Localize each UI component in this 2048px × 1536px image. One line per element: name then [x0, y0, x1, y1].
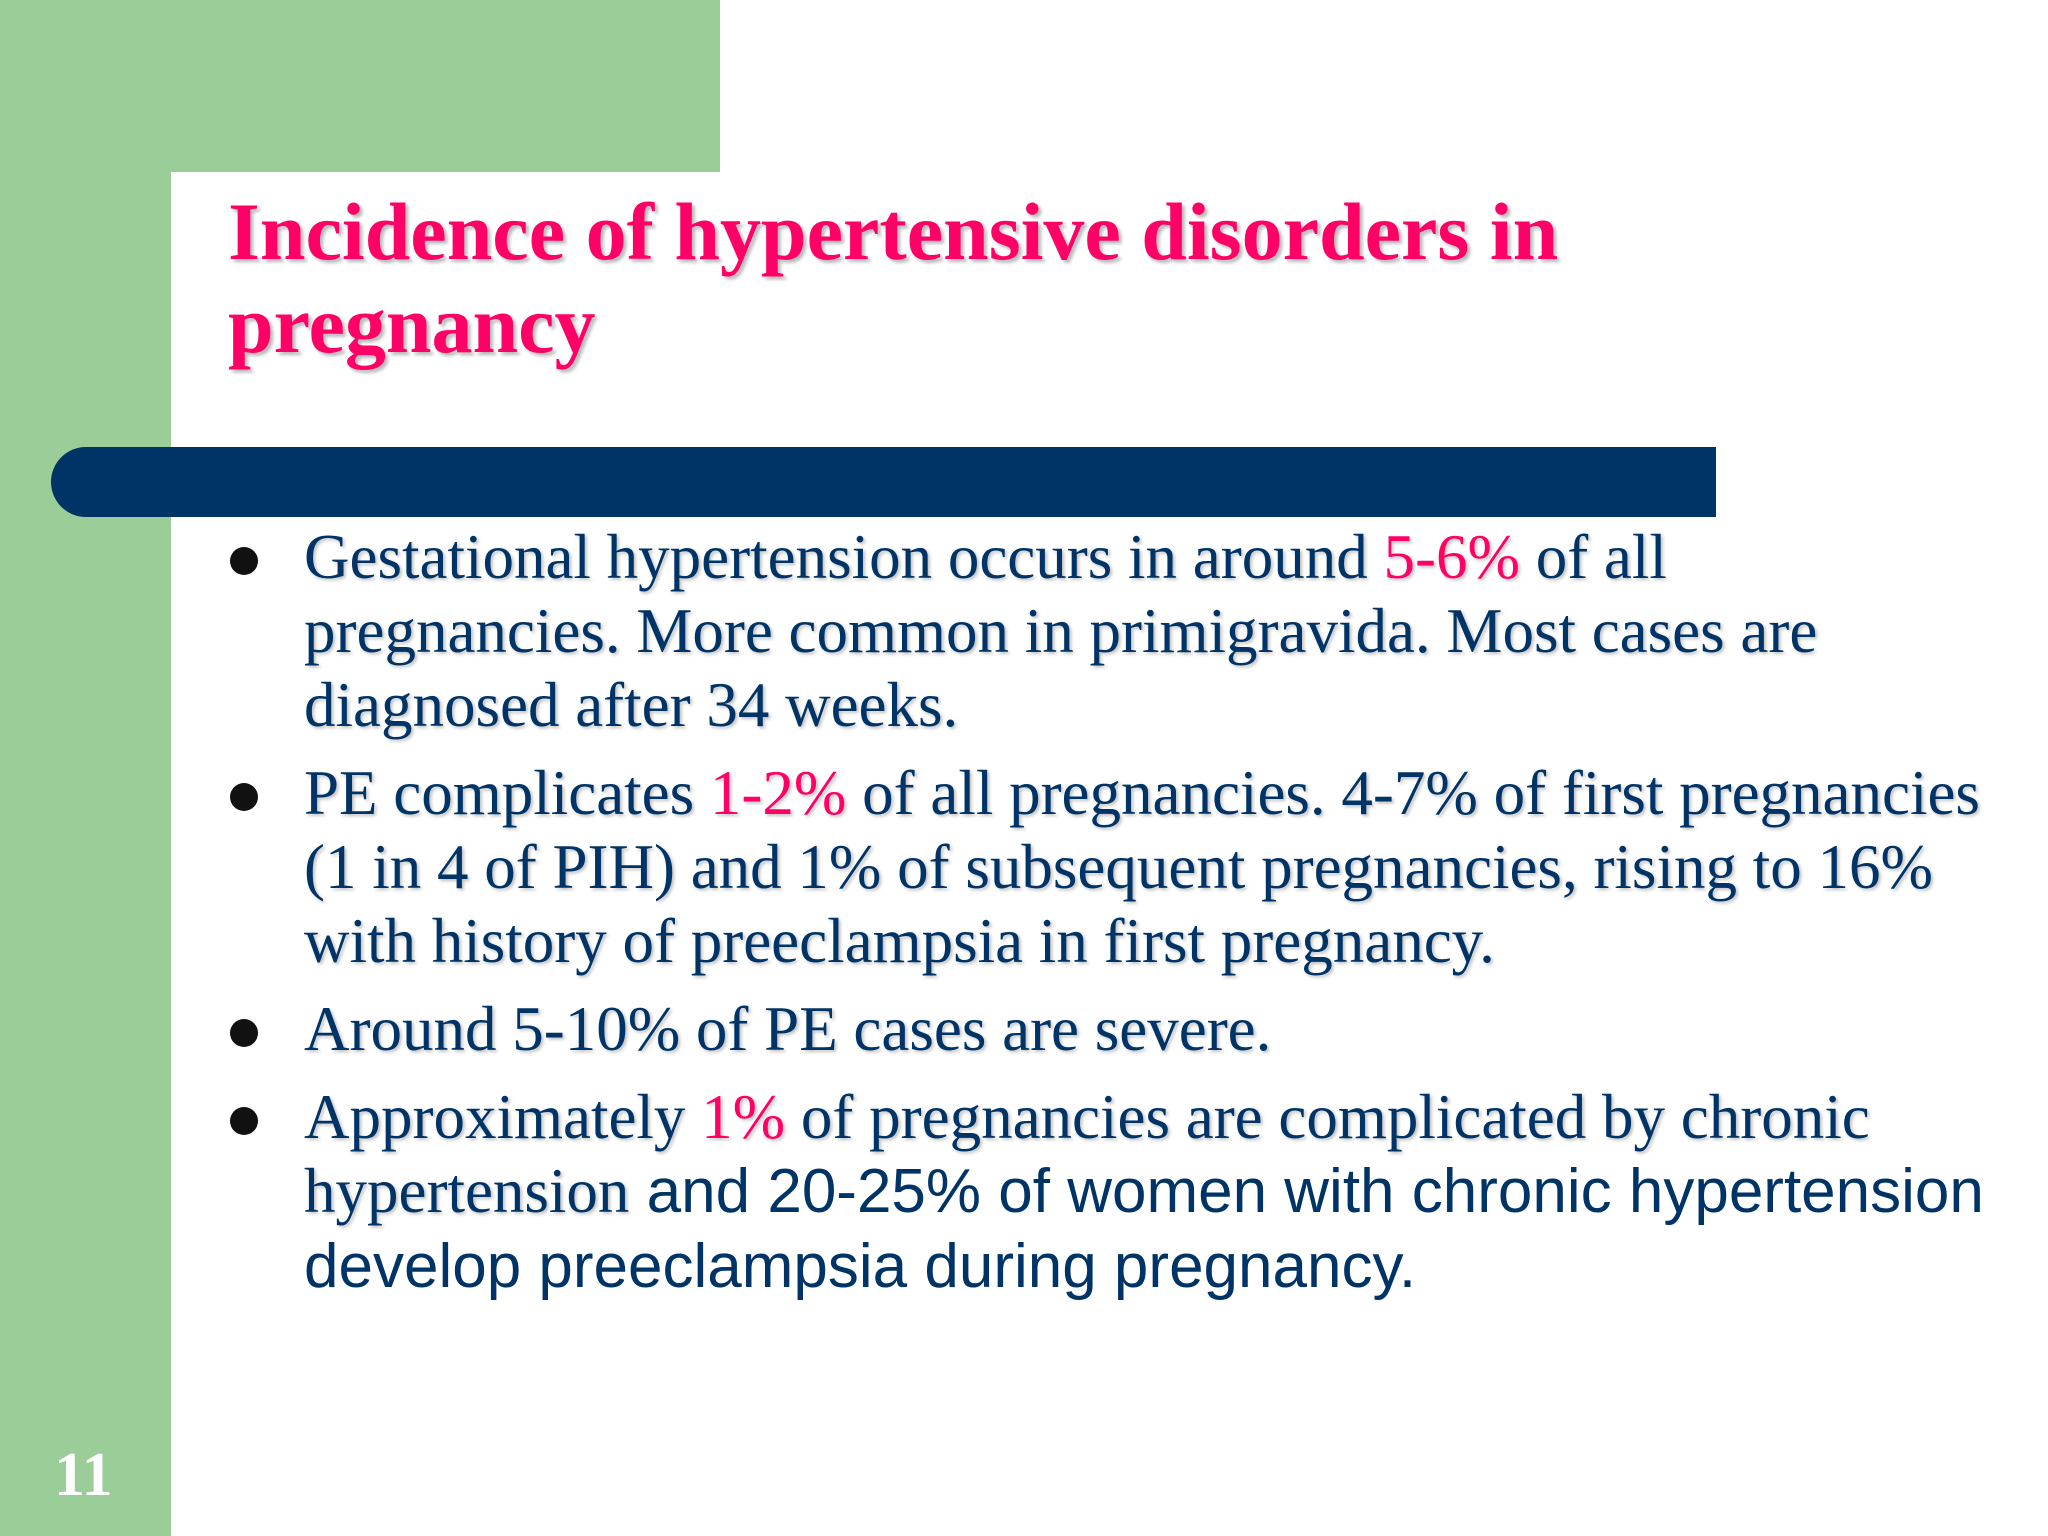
bullet-text: of all pregnancies. More common in primigravida. Most cases are diagnosed after 34 weeks.: [304, 522, 1818, 740]
bullet-text: of all pregnancies. 4-7% of first pregnancies (1 in 4 of PIH) and 1% of subsequent pregnancies, rising to 16% with history of preeclampsia in first pregnancy.: [304, 758, 1980, 976]
bullet-item-severe-pe: [226, 992, 1996, 1066]
bullet-dot-icon: [230, 1019, 258, 1047]
highlight-percentage: 1%: [701, 1082, 786, 1152]
highlight-percentage: 1-2%: [709, 758, 847, 828]
slide-title: Incidence of hypertensive disorders in pregnancy: [228, 186, 1559, 370]
bullet-text: PE complicates: [304, 758, 710, 828]
bullet-dot-icon: [230, 547, 258, 575]
highlight-percentage: 5-6%: [1383, 522, 1520, 592]
bullet-text-sans: and 20-25% of women with chronic hypertension develop preeclampsia during pregnancy.: [304, 1157, 1984, 1301]
page-number: 11: [54, 1441, 113, 1509]
bullet-text: of pregnancies are complicated by chronic hypertension: [304, 1082, 1870, 1226]
bullet-item-pe-complicates: [226, 756, 1996, 978]
bullet-item-gestational-hypertension: [226, 520, 1996, 742]
sidebar-strip: [0, 0, 171, 1536]
bullet-text: Gestational hypertension occurs in around: [304, 522, 1384, 592]
title-divider-bar: [51, 447, 1716, 517]
bullet-dot-icon: [230, 783, 258, 811]
bullet-text: Approximately: [304, 1082, 702, 1152]
bullet-item-chronic-hypertension: [226, 1080, 1996, 1304]
bullet-text: Around 5-10% of PE cases are severe.: [304, 994, 1272, 1064]
bullet-dot-icon: [230, 1107, 258, 1135]
bullet-list: [226, 520, 1996, 1318]
